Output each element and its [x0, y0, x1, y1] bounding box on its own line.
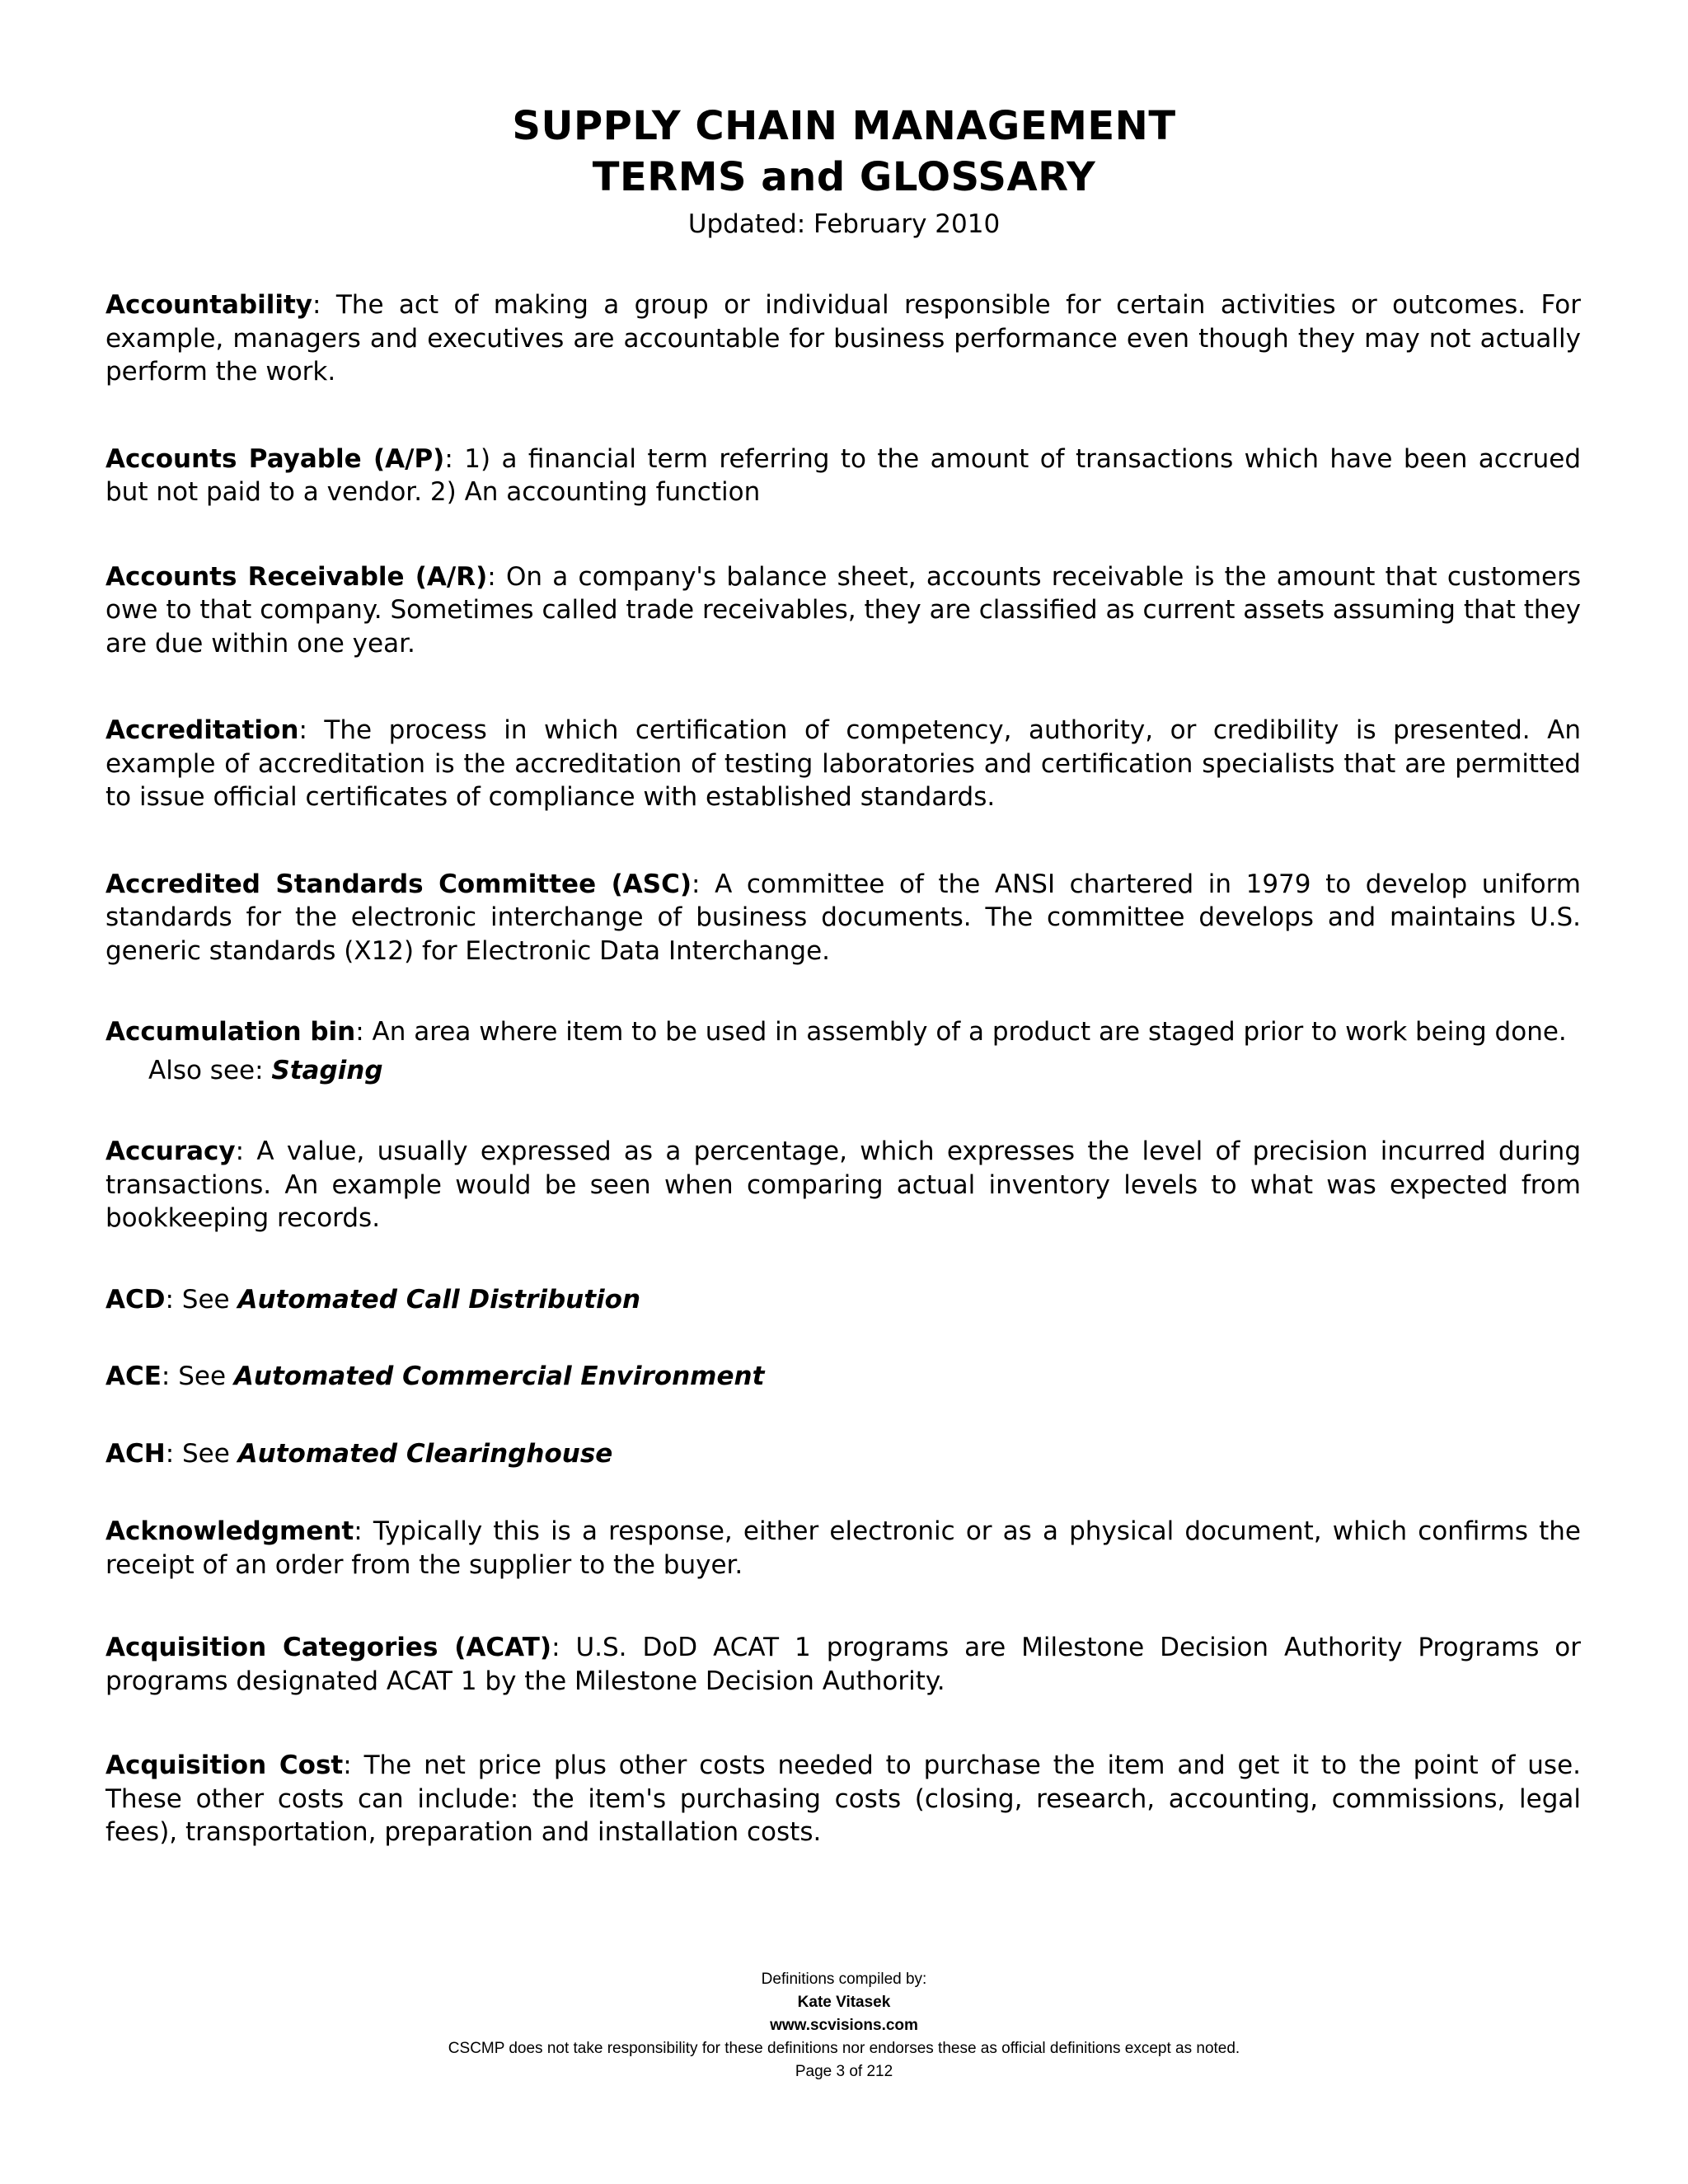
entry-definition: : The process in which certification of competency, authority, or credibility is presented. An example of accreditation is the accreditation of testing laboratories and certification specialists that are permitted to issue official certificates of compliance with established standards.: [106, 715, 1581, 812]
footer-author: Kate Vitasek: [797, 1994, 891, 2011]
page-footer: [0, 1968, 1688, 2083]
title-line-1: SUPPLY CHAIN MANAGEMENT: [512, 103, 1176, 149]
entry-term: Accounts Receivable (A/R): [106, 561, 488, 592]
glossary-entry: [106, 1437, 1581, 1471]
also-see-link[interactable]: Staging: [271, 1055, 383, 1085]
entry-definition: : See: [165, 1284, 238, 1315]
footer-page-number: Page 3 of 212: [795, 2063, 893, 2080]
entry-term: Accreditation: [106, 715, 299, 745]
glossary-entry: [106, 1749, 1581, 1849]
entry-term: ACD: [106, 1284, 166, 1315]
see-reference-link[interactable]: Automated Call Distribution: [237, 1284, 641, 1315]
glossary-entry: [106, 560, 1581, 661]
entry-definition: : An area where item to be used in assembly of a product are staged prior to work being done.: [355, 1017, 1567, 1047]
entry-term: ACE: [106, 1361, 162, 1391]
also-see-line: [106, 1054, 1581, 1088]
also-see-label: Also see:: [148, 1055, 272, 1085]
entry-term: Accounts Payable (A/P): [106, 443, 445, 474]
document-header: [0, 101, 1688, 242]
glossary-entry: [106, 288, 1581, 389]
glossary-entry: [106, 868, 1581, 968]
entry-definition: : U.S. DoD ACAT 1 programs are Milestone Decision Authority Programs or programs designated ACAT 1 by the Milestone Decision Authority.: [106, 1633, 1581, 1696]
entry-definition: : 1) a financial term referring to the amount of transactions which have been accrued but not paid to a vendor. 2) An accounting function: [106, 443, 1581, 507]
glossary-entry: [106, 1631, 1581, 1698]
entry-term: Acquisition Categories (ACAT): [106, 1633, 552, 1662]
see-reference-link[interactable]: Automated Commercial Environment: [233, 1361, 765, 1391]
entry-definition: : The net price plus other costs needed to purchase the item and get it to the point of use. These other costs can include: the item's purchasing costs (closing, research, accounting, commissions, legal fees), transportation, preparation and installation costs.: [106, 1750, 1581, 1847]
entry-term: Accountability: [106, 290, 313, 320]
glossary-entry: [106, 1135, 1581, 1235]
entry-definition: : Typically this is a response, either electronic or as a physical document, which confirms the receipt of an order from the supplier to the buyer.: [106, 1516, 1581, 1580]
footer-website-link[interactable]: www.scvisions.com: [770, 2017, 918, 2034]
glossary-entry: [106, 1515, 1581, 1582]
glossary-entries: [106, 288, 1581, 1849]
entry-definition: : The act of making a group or individual responsible for certain activities or outcomes. For example, managers and executives are accountable for business performance even though they may not actually perform the work.: [106, 290, 1581, 387]
entry-definition: : A committee of the ANSI chartered in 1979 to develop uniform standards for the electronic interchange of business documents. The committee develops and maintains U.S. generic standards (X12) for Electronic Data Interchange.: [106, 869, 1581, 966]
glossary-entry: [106, 1360, 1581, 1394]
footer-disclaimer: CSCMP does not take responsibility for these definitions nor endorses these as official definitions except as noted.: [448, 2040, 1240, 2057]
see-reference-link[interactable]: Automated Clearinghouse: [237, 1438, 613, 1469]
glossary-entry: [106, 1283, 1581, 1317]
entry-definition: : On a company's balance sheet, accounts receivable is the amount that customers owe to that company. Sometimes called trade receivables, they are classified as current assets assuming that they are due within one year.: [106, 561, 1581, 658]
title-line-2: TERMS and GLOSSARY: [592, 154, 1096, 200]
entry-term: ACH: [106, 1438, 166, 1469]
footer-compiled-by: Definitions compiled by:: [761, 1971, 927, 1988]
entry-term: Acquisition Cost: [106, 1750, 344, 1780]
glossary-entry: [106, 443, 1581, 509]
entry-definition: : See: [165, 1438, 238, 1469]
entry-definition: : A value, usually expressed as a percentage, which expresses the level of precision incurred during transactions. An example would be seen when comparing actual inventory levels to what was expected from bookkeeping records.: [106, 1137, 1581, 1233]
updated-date: Updated: February 2010: [687, 209, 1001, 239]
entry-term: Accredited Standards Committee (ASC): [106, 869, 692, 899]
entry-term: Accumulation bin: [106, 1017, 356, 1047]
entry-definition: : See: [161, 1361, 234, 1391]
entry-term: Acknowledgment: [106, 1516, 354, 1546]
entry-term: Accuracy: [106, 1137, 236, 1166]
glossary-entry: [106, 714, 1581, 814]
glossary-entry: [106, 1015, 1581, 1087]
